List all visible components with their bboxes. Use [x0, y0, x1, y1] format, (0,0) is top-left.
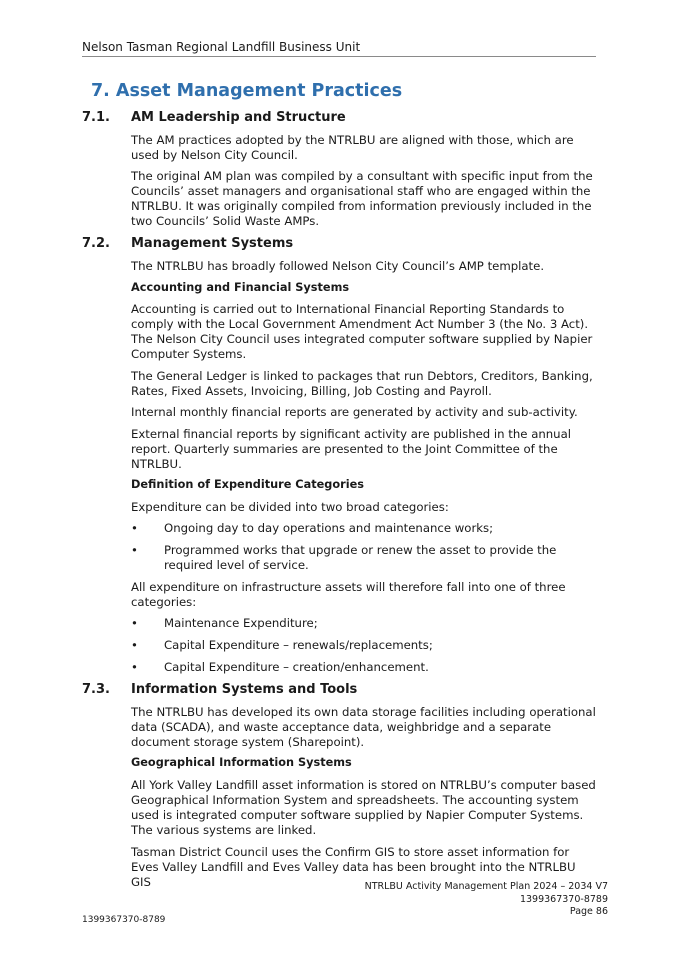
chapter-number: 7. — [91, 81, 110, 101]
bullet-marker: • — [131, 638, 138, 652]
subheading-geographical: Geographical Information Systems — [131, 756, 352, 769]
paragraph: The NTRLBU has developed its own data storage facilities including operational data (SCADA), and waste acceptance data, weighbridge and a separate document storage system (Sharepoint). — [131, 705, 596, 749]
footer-doc-id-left: 1399367370-8789 — [82, 915, 166, 925]
paragraph: The AM practices adopted by the NTRLBU are aligned with those, which are used by Nelson City Council. — [131, 133, 574, 162]
page-footer — [365, 881, 608, 919]
paragraph: Tasman District Council uses the Confirm GIS to store asset information for Eves Valley Landfill and Eves Valley data has been brought into the NTRLBU GIS — [131, 845, 576, 889]
footer-page-number: Page 86 — [569, 906, 608, 917]
bullet-marker: • — [131, 616, 138, 630]
bullet-marker: • — [131, 660, 138, 674]
subheading-expenditure: Definition of Expenditure Categories — [131, 478, 364, 491]
bullet-marker: • — [131, 521, 138, 535]
paragraph: All expenditure on infrastructure assets will therefore fall into one of three categories: — [131, 580, 566, 609]
paragraph: Expenditure can be divided into two broad categories: — [131, 500, 449, 514]
chapter-heading — [91, 81, 402, 101]
section-7-1-number: 7.1. — [82, 110, 110, 125]
footer-doc-id: 1399367370-8789 — [519, 893, 608, 905]
list-item: Programmed works that upgrade or renew the asset to provide the required level of service. — [164, 543, 557, 572]
section-7-1-title: AM Leadership and Structure — [131, 110, 346, 125]
section-7-3-title: Information Systems and Tools — [131, 682, 358, 697]
paragraph: Internal monthly financial reports are generated by activity and sub-activity. — [131, 405, 578, 419]
list-item: Capital Expenditure – creation/enhancement. — [164, 660, 429, 674]
page-header: Nelson Tasman Regional Landfill Business Unit — [82, 40, 361, 54]
list-item: Ongoing day to day operations and maintenance works; — [164, 521, 494, 535]
subheading-accounting: Accounting and Financial Systems — [131, 281, 350, 294]
paragraph: External financial reports by significant activity are published in the annual report. Quarterly summaries are presented to the Joint Committee of the NTRLBU. — [131, 427, 571, 471]
section-7-2-title: Management Systems — [131, 236, 294, 251]
paragraph: The original AM plan was compiled by a consultant with specific input from the Councils’ asset managers and organisational staff who are engaged within the NTRLBU. It was originally compiled from information previously included in the two Councils’ Solid Waste AMPs. — [131, 169, 593, 228]
list-item: Capital Expenditure – renewals/replacements; — [164, 638, 433, 652]
list-item: Maintenance Expenditure; — [164, 616, 318, 630]
footer-plan-title: NTRLBU Activity Management Plan 2024 – 2034 V7 — [364, 881, 608, 892]
header-divider — [82, 56, 596, 57]
chapter-title: Asset Management Practices — [115, 81, 403, 101]
paragraph: The General Ledger is linked to packages that run Debtors, Creditors, Banking, Rates, Fixed Assets, Invoicing, Billing, Job Costing and Payroll. — [131, 369, 593, 398]
paragraph: All York Valley Landfill asset information is stored on NTRLBU’s computer based Geographical Information System and spreadsheets. The accounting system used is integrated computer software supplied by Napier Computer Systems. The various systems are linked. — [131, 778, 596, 837]
paragraph: Accounting is carried out to International Financial Reporting Standards to comply with the Local Government Amendment Act Number 3 (the No. 3 Act). The Nelson City Council uses integrated computer software supplied by Napier Computer Systems. — [131, 302, 593, 361]
section-7-2-number: 7.2. — [82, 236, 110, 251]
bullet-marker: • — [131, 543, 138, 557]
section-7-3-number: 7.3. — [82, 682, 110, 697]
paragraph: The NTRLBU has broadly followed Nelson City Council’s AMP template. — [131, 259, 545, 273]
